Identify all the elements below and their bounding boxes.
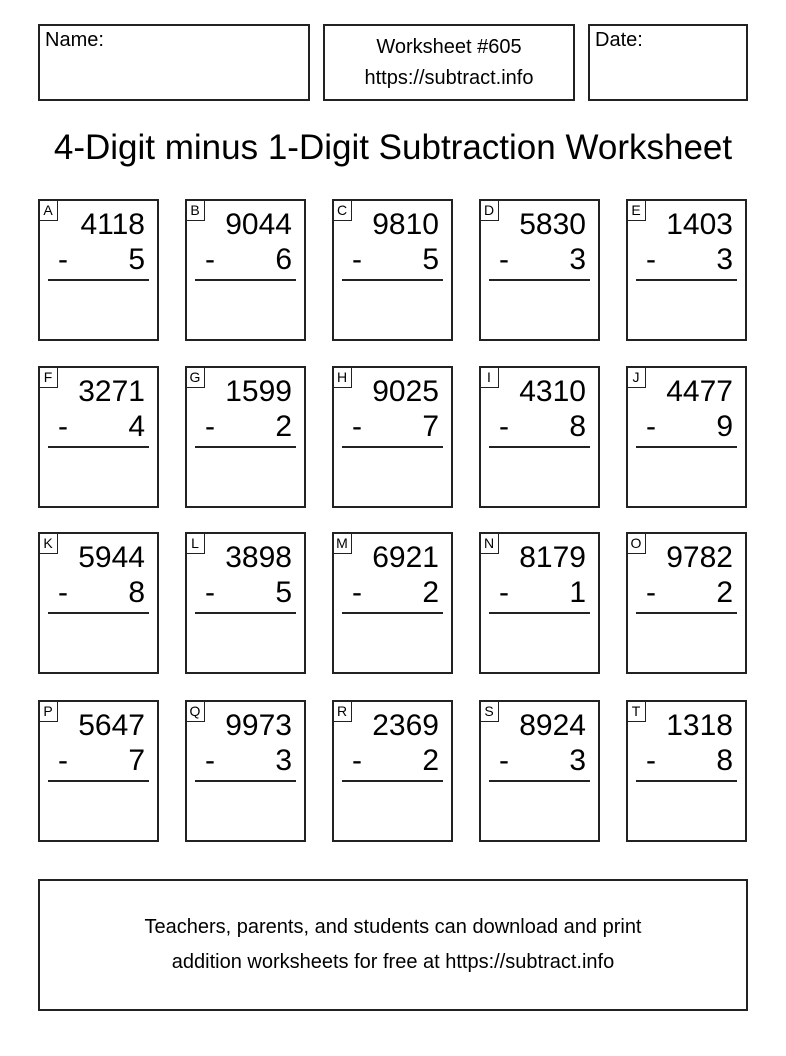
problem-subtrahend: 2 (275, 410, 292, 443)
problem-subtrahend: 2 (422, 744, 439, 777)
problem-letter: J (626, 366, 646, 388)
problem-card (185, 700, 306, 842)
problem-letter: R (332, 700, 352, 722)
problem-minuend: 3898 (225, 541, 292, 574)
answer-line (636, 612, 737, 614)
problem-subtrahend: 7 (128, 744, 145, 777)
problem-minus-sign: - (499, 576, 509, 609)
answer-line (48, 279, 149, 281)
problem-letter: G (185, 366, 205, 388)
problem-card (38, 366, 159, 508)
problem-card (332, 700, 453, 842)
problem-minuend: 4477 (666, 375, 733, 408)
answer-line (342, 612, 443, 614)
answer-line (489, 780, 590, 782)
problem-minuend: 6921 (372, 541, 439, 574)
problem-card (479, 532, 600, 674)
problem-card (38, 532, 159, 674)
problem-card (38, 700, 159, 842)
answer-line (636, 279, 737, 281)
answer-line (342, 446, 443, 448)
problem-subtrahend: 6 (275, 243, 292, 276)
problem-subtrahend: 1 (569, 576, 586, 609)
problem-card (332, 532, 453, 674)
problem-minus-sign: - (205, 243, 215, 276)
problem-minus-sign: - (205, 410, 215, 443)
answer-line (195, 279, 296, 281)
problem-minus-sign: - (58, 243, 68, 276)
problem-letter: E (626, 199, 646, 221)
answer-line (48, 612, 149, 614)
worksheet-number: Worksheet #605 (376, 36, 522, 58)
problem-letter: L (185, 532, 205, 554)
problem-minus-sign: - (352, 243, 362, 276)
problem-minuend: 4310 (519, 375, 586, 408)
problem-letter: M (332, 532, 352, 554)
problem-card (185, 199, 306, 341)
date-label: Date: (595, 29, 643, 51)
answer-line (489, 446, 590, 448)
problem-card (626, 532, 747, 674)
problem-minus-sign: - (205, 576, 215, 609)
worksheet-url: https://subtract.info (364, 67, 534, 89)
problem-minuend: 2369 (372, 709, 439, 742)
problem-subtrahend: 3 (716, 243, 733, 276)
problem-minus-sign: - (58, 576, 68, 609)
page-title: 4-Digit minus 1-Digit Subtraction Worksheet (53, 128, 733, 167)
problem-minuend: 5830 (519, 208, 586, 241)
problem-card (626, 700, 747, 842)
problem-card (185, 532, 306, 674)
problem-minus-sign: - (352, 576, 362, 609)
problem-minus-sign: - (646, 744, 656, 777)
problem-minuend: 3271 (78, 375, 145, 408)
problem-minuend: 8179 (519, 541, 586, 574)
problem-minus-sign: - (58, 410, 68, 443)
problem-minus-sign: - (352, 410, 362, 443)
problem-minus-sign: - (205, 744, 215, 777)
problem-minuend: 9025 (372, 375, 439, 408)
problem-minus-sign: - (58, 744, 68, 777)
name-label: Name: (45, 29, 104, 51)
problem-minuend: 4118 (80, 208, 145, 241)
answer-line (636, 780, 737, 782)
answer-line (636, 446, 737, 448)
problem-minuend: 9044 (225, 208, 292, 241)
problem-letter: O (626, 532, 646, 554)
problem-minuend: 8924 (519, 709, 586, 742)
problem-subtrahend: 7 (422, 410, 439, 443)
problem-subtrahend: 2 (716, 576, 733, 609)
problem-letter: I (479, 366, 499, 388)
problem-letter: K (38, 532, 58, 554)
problem-letter: D (479, 199, 499, 221)
problem-minus-sign: - (499, 744, 509, 777)
problem-minus-sign: - (646, 243, 656, 276)
problem-card (479, 366, 600, 508)
answer-line (195, 780, 296, 782)
footer-text-line-1: Teachers, parents, and students can download and print (144, 916, 642, 938)
footer-text-line-2: addition worksheets for free at https://subtract.info (171, 951, 615, 973)
answer-line (195, 612, 296, 614)
problem-letter: T (626, 700, 646, 722)
problem-card (626, 199, 747, 341)
problem-minus-sign: - (499, 410, 509, 443)
problem-card (332, 199, 453, 341)
problem-letter: S (479, 700, 499, 722)
answer-line (195, 446, 296, 448)
problem-subtrahend: 8 (128, 576, 145, 609)
problem-card (185, 366, 306, 508)
problem-subtrahend: 8 (569, 410, 586, 443)
problem-card (626, 366, 747, 508)
problem-subtrahend: 8 (716, 744, 733, 777)
problem-card (332, 366, 453, 508)
problem-subtrahend: 5 (275, 576, 292, 609)
problem-letter: F (38, 366, 58, 388)
footer-box (38, 879, 748, 1011)
problem-letter: A (38, 199, 58, 221)
answer-line (342, 279, 443, 281)
problem-letter: H (332, 366, 352, 388)
problem-subtrahend: 5 (422, 243, 439, 276)
problem-subtrahend: 9 (716, 410, 733, 443)
problem-subtrahend: 3 (569, 744, 586, 777)
problem-letter: N (479, 532, 499, 554)
problem-minuend: 5647 (78, 709, 145, 742)
problem-subtrahend: 2 (422, 576, 439, 609)
problem-subtrahend: 3 (569, 243, 586, 276)
problem-letter: Q (185, 700, 205, 722)
problem-minus-sign: - (352, 744, 362, 777)
problem-minus-sign: - (499, 243, 509, 276)
problem-subtrahend: 3 (275, 744, 292, 777)
answer-line (489, 612, 590, 614)
problem-subtrahend: 4 (128, 410, 145, 443)
answer-line (48, 446, 149, 448)
problem-minuend: 1318 (666, 709, 733, 742)
problem-subtrahend: 5 (128, 243, 145, 276)
problem-minuend: 9973 (225, 709, 292, 742)
problem-minuend: 1599 (225, 375, 292, 408)
answer-line (342, 780, 443, 782)
answer-line (48, 780, 149, 782)
answer-line (489, 279, 590, 281)
problem-card (479, 199, 600, 341)
problem-letter: C (332, 199, 352, 221)
problem-minus-sign: - (646, 576, 656, 609)
problem-letter: B (185, 199, 205, 221)
problem-card (38, 199, 159, 341)
problem-card (479, 700, 600, 842)
problem-minuend: 5944 (78, 541, 145, 574)
problem-minus-sign: - (646, 410, 656, 443)
problem-minuend: 1403 (666, 208, 733, 241)
problem-minuend: 9782 (666, 541, 733, 574)
problem-letter: P (38, 700, 58, 722)
problem-minuend: 9810 (372, 208, 439, 241)
